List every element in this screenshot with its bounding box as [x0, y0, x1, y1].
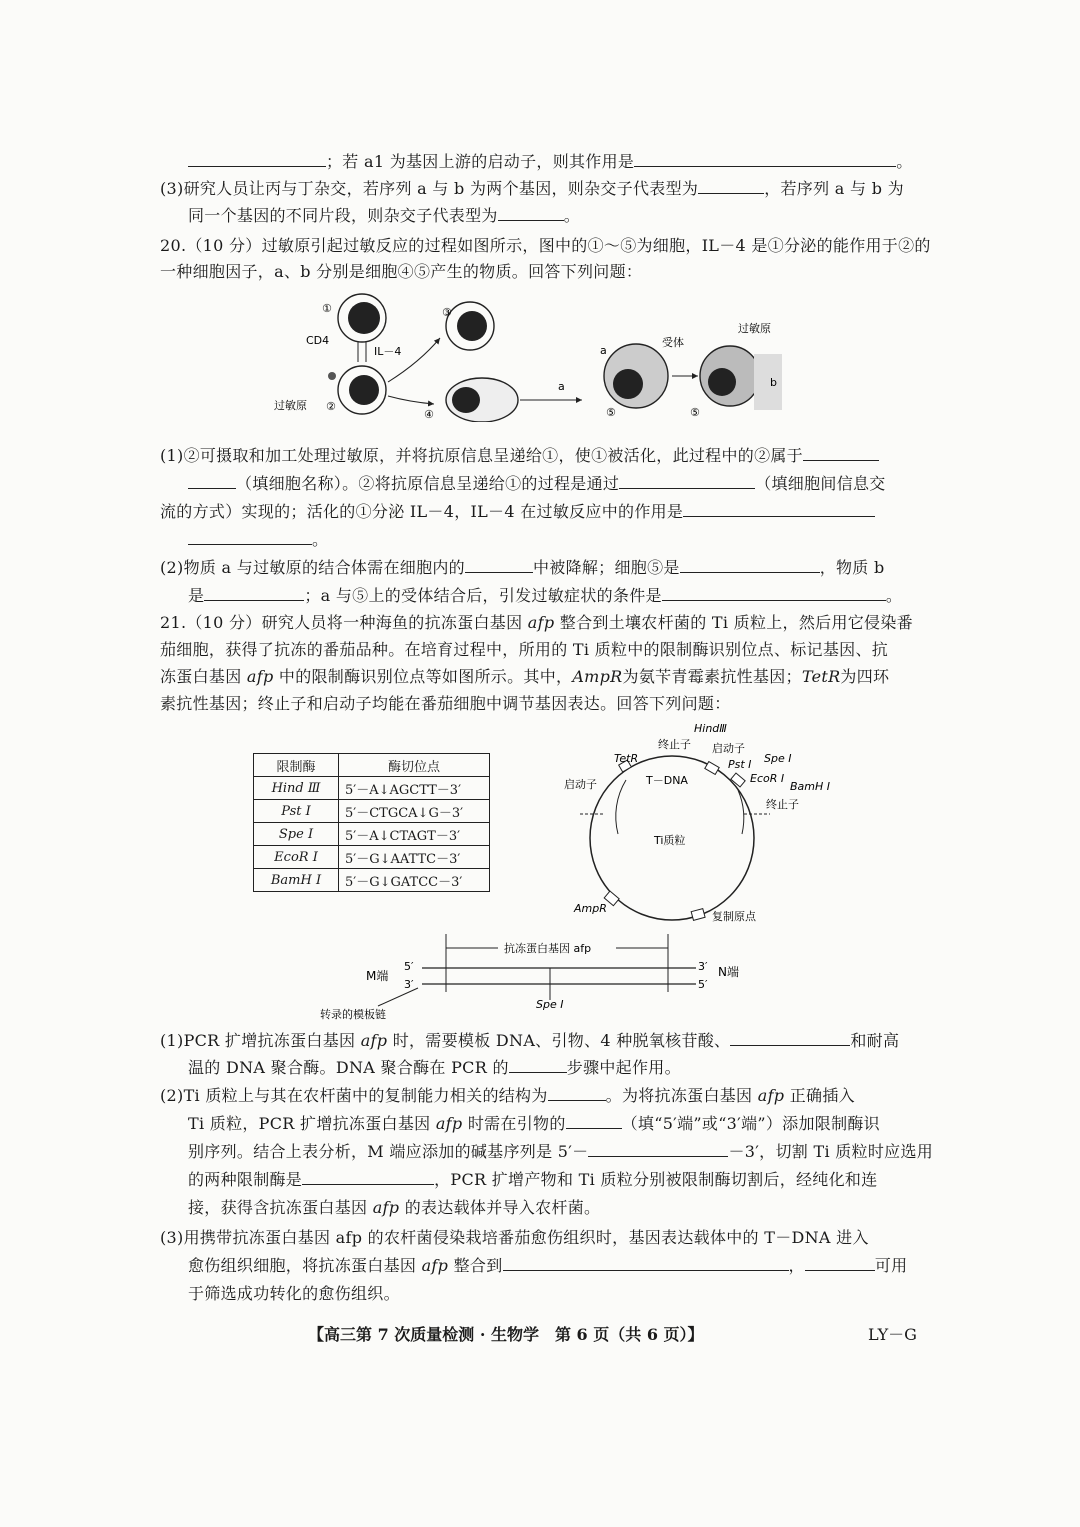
ori-box: [691, 909, 705, 921]
promoter-label-2: 启动子: [564, 778, 597, 791]
q21-stem-line1: 21.（10 分）研究人员将一种海鱼的抗冻蛋白基因 afp 整合到土壤农杆菌的 Ti 质粒上，然后用它侵染番: [160, 613, 913, 632]
cell-5-label: ⑤: [606, 406, 616, 419]
answer-blank[interactable]: [805, 1256, 875, 1271]
table-header-row: [254, 754, 490, 777]
q21-stem-line3: 冻蛋白基因 afp 中的限制酶识别位点等如图所示。其中，AmpR为氨苄青霉素抗性基因；TetR为四环: [160, 667, 890, 686]
cut-site: 5′－G↓AATTC－3′: [339, 846, 490, 869]
pst-label: Pst Ⅰ: [728, 758, 752, 771]
answer-blank[interactable]: [509, 1058, 567, 1073]
q19-part3-line1: (3)研究人员让丙与丁杂交，若序列 a 与 b 为两个基因，则杂交子代表型为 ，若序列 a 与 b 为: [160, 179, 904, 198]
allergy-process-diagram: [270, 292, 790, 422]
terminator-label-1: 终止子: [658, 738, 691, 751]
bamh-label: BamH Ⅰ: [790, 780, 831, 793]
answer-blank[interactable]: [465, 558, 533, 573]
q21-part2-line4: 的两种限制酶是 ，PCR 扩增产物和 Ti 质粒分别被限制酶切割后，经纯化和连: [188, 1170, 878, 1189]
q20-part2-line1: (2)物质 a 与过敏原的结合体需在细胞内的 中被降解；细胞⑤是 ，物质 b: [160, 558, 885, 577]
table-row: [254, 777, 490, 800]
enzyme-name: BamH Ⅰ: [254, 869, 339, 892]
spe-site-label: Spe Ⅰ: [536, 998, 564, 1011]
strand-5p-top: 5′: [404, 960, 414, 973]
q21-stem-line4: 素抗性基因；终止子和启动子均能在番茄细胞中调节基因表达。回答下列问题：: [160, 694, 731, 713]
q21-part3-line2: 愈伤组织细胞，将抗冻蛋白基因 afp 整合到 ， 可用: [188, 1256, 908, 1275]
answer-blank[interactable]: [302, 1170, 434, 1185]
strand-3p-bottom: 3′: [404, 978, 414, 991]
il4-label: IL－4: [374, 345, 402, 358]
substance-b-label: b: [770, 376, 777, 389]
tdna-label: T－DNA: [646, 774, 688, 787]
terminator-label-2: 终止子: [766, 798, 799, 811]
antibody-a-label-2: a: [600, 344, 607, 357]
answer-blank[interactable]: [588, 1142, 728, 1157]
enzyme-name: Spe Ⅰ: [254, 823, 339, 846]
exam-code: LY－G: [868, 1325, 917, 1344]
answer-blank[interactable]: [683, 502, 875, 517]
cut-site: 5′－G↓GATCC－3′: [339, 869, 490, 892]
answer-blank[interactable]: [730, 1031, 850, 1046]
cell-5: [604, 344, 668, 408]
ti-plasmid-diagram: [560, 716, 850, 928]
answer-blank[interactable]: [634, 152, 896, 167]
answer-blank[interactable]: [188, 474, 236, 489]
cell-4: [446, 378, 518, 422]
page-footer: 【高三第 7 次质量检测 · 生物学 第 6 页（共 6 页）】: [308, 1325, 704, 1344]
cell-3-label: ③: [442, 306, 452, 319]
ti-plasmid-label: Ti质粒: [654, 834, 686, 847]
strand-5p-bottom: 5′: [698, 978, 708, 991]
answer-blank[interactable]: [662, 586, 886, 601]
answer-blank[interactable]: [680, 558, 820, 573]
q20-stem-line1: 20.（10 分）过敏原引起过敏反应的过程如图所示，图中的①～⑤为细胞，IL－4 是①分泌的能作用于②的: [160, 236, 931, 255]
q20-part1-line4: 。: [188, 530, 328, 550]
cd4-label: CD4: [306, 334, 330, 347]
antibody-a-label: a: [558, 380, 565, 393]
allergen-label-2: 过敏原: [738, 322, 771, 335]
table-row: [254, 846, 490, 869]
table-row: [254, 823, 490, 846]
q21-part1-line2: 温的 DNA 聚合酶。DNA 聚合酶在 PCR 的 步骤中起作用。: [188, 1058, 681, 1077]
answer-blank[interactable]: [204, 586, 304, 601]
transcription-arrow-left: [616, 780, 626, 834]
ecor-label: EcoR Ⅰ: [750, 772, 785, 785]
answer-blank[interactable]: [803, 446, 879, 461]
strand-3p-top: 3′: [698, 960, 708, 973]
enzyme-name: Pst Ⅰ: [254, 800, 339, 823]
cell-2-label: ②: [326, 400, 336, 413]
answer-blank[interactable]: [188, 152, 326, 167]
q21-stem-line2: 茄细胞，获得了抗冻的番茄品种。在培育过程中，所用的 Ti 质粒中的限制酶识别位点、标记基因、抗: [160, 640, 889, 659]
cell-2: [328, 366, 386, 414]
q21-part3-line3: 于筛选成功转化的愈伤组织。: [188, 1284, 400, 1303]
table-row: [254, 869, 490, 892]
cell-4-label: ④: [424, 408, 434, 421]
promoter-label-1: 启动子: [712, 742, 745, 755]
answer-blank[interactable]: [619, 474, 755, 489]
cut-site: 5′－A↓CTAGT－3′: [339, 823, 490, 846]
template-strand-label: 转录的模板链: [320, 1008, 386, 1021]
table-row: [254, 800, 490, 823]
receptor-label: 受体: [662, 336, 684, 349]
restriction-enzyme-table: [253, 753, 490, 892]
header-site: 酶切位点: [339, 754, 490, 777]
q19-part3-line2: 同一个基因的不同片段，则杂交子代表型为 。: [188, 206, 581, 225]
answer-blank[interactable]: [503, 1256, 789, 1271]
q20-part2-line2: 是 ；a 与⑤上的受体结合后，引发过敏症状的条件是 。: [188, 586, 903, 605]
promoter-box: [731, 773, 745, 787]
cell-1: [338, 294, 386, 342]
m-end-label: M端: [366, 969, 389, 983]
tet-label: TetR: [614, 752, 639, 765]
cut-site: 5′－CTGCA↓G－3′: [339, 800, 490, 823]
enzyme-name: EcoR Ⅰ: [254, 846, 339, 869]
gene-title: 抗冻蛋白基因 afp: [504, 942, 592, 955]
q21-part2-line2: Ti 质粒，PCR 扩增抗冻蛋白基因 afp 时需在引物的 （填“5′端”或“3′端”）添加限制酶识: [188, 1114, 880, 1133]
answer-blank[interactable]: [566, 1114, 622, 1129]
q21-part1-line1: (1)PCR 扩增抗冻蛋白基因 afp 时，需要模板 DNA、引物、4 种脱氧核苷酸、 和耐高: [160, 1031, 900, 1050]
answer-blank[interactable]: [498, 206, 564, 221]
amp-label: AmpR: [574, 902, 607, 915]
cell-5-label-2: ⑤: [690, 406, 700, 419]
enzyme-name: Hind Ⅲ: [254, 777, 339, 800]
ori-label: 复制原点: [712, 910, 756, 923]
q21-part2-line1: (2)Ti 质粒上与其在农杆菌中的复制能力相关的结构为 。为将抗冻蛋白基因 afp 正确插入: [160, 1086, 855, 1105]
q21-part3-line1: (3)用携带抗冻蛋白基因 afp 的农杆菌侵染栽培番茄愈伤组织时，基因表达载体中的 T－DNA 进入: [160, 1228, 869, 1247]
template-pointer: [378, 988, 418, 1006]
answer-blank[interactable]: [188, 530, 312, 545]
q20-stem-line2: 一种细胞因子，a、b 分别是细胞④⑤产生的物质。回答下列问题：: [160, 262, 643, 281]
allergen-label: 过敏原: [274, 399, 307, 412]
header-enzyme: 限制酶: [254, 754, 339, 777]
answer-blank[interactable]: [698, 179, 764, 194]
cell-1-label: ①: [322, 302, 332, 315]
cell-3: [446, 302, 494, 350]
spe-label: Spe Ⅰ: [764, 752, 792, 765]
q21-part2-line3: 别序列。结合上表分析，M 端应添加的碱基序列是 5′－ －3′，切割 Ti 质粒时应选用: [188, 1142, 934, 1161]
cut-site: 5′－A↓AGCTT－3′: [339, 777, 490, 800]
answer-blank[interactable]: [548, 1086, 606, 1101]
q20-part1-line1: (1)②可摄取和加工处理过敏原，并将抗原信息呈递给①，使①被活化，此过程中的②属于: [160, 446, 879, 466]
n-end-label: N端: [718, 965, 739, 979]
q19-line-a: ；若 a1 为基因上游的启动子，则其作用是 。: [188, 152, 913, 172]
q20-part1-line2: （填细胞名称）。②将抗原信息呈递给①的过程是通过 （填细胞间信息交: [188, 474, 886, 494]
hind-label: HindⅢ: [694, 722, 727, 735]
q20-part1-line3: 流的方式）实现的；活化的①分泌 IL－4，IL－4 在过敏反应中的作用是: [160, 502, 875, 522]
q21-part2-line5: 接，获得含抗冻蛋白基因 afp 的表达载体并导入农杆菌。: [188, 1198, 601, 1217]
afp-gene-diagram: [318, 928, 748, 1022]
